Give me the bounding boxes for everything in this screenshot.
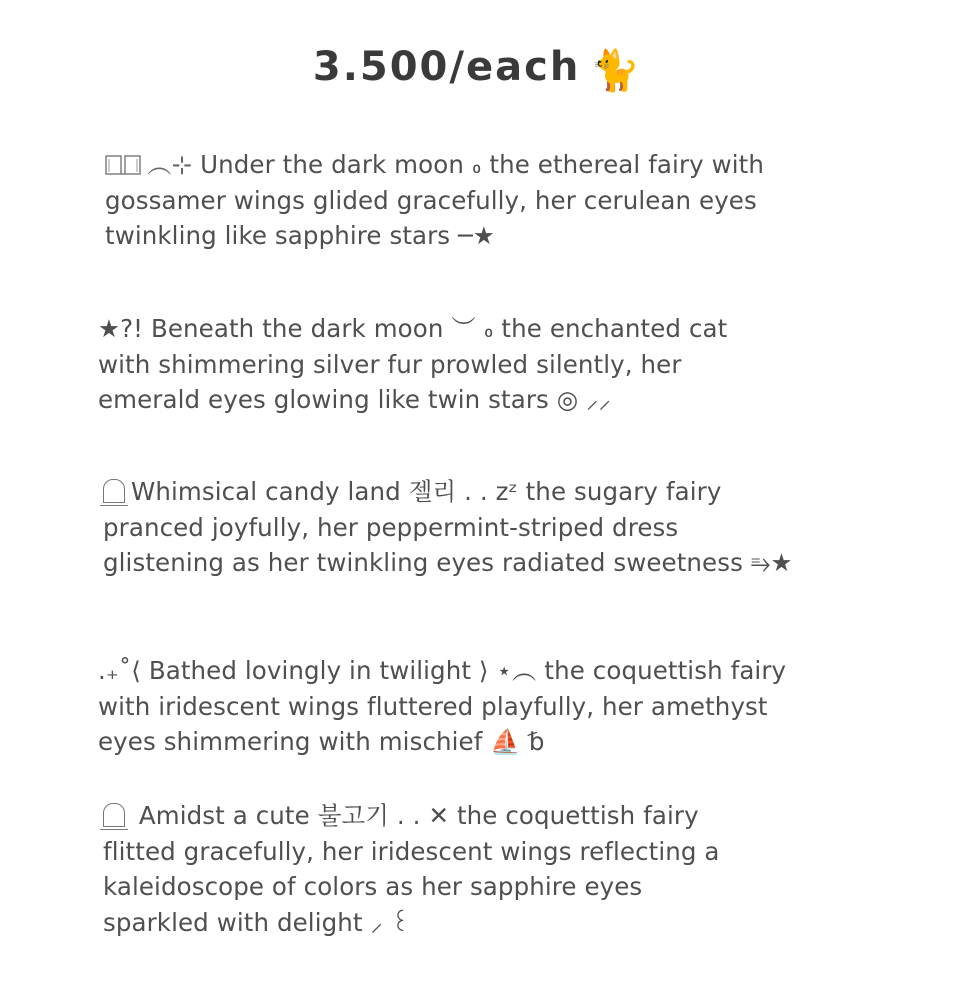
paragraph-4 xyxy=(98,653,786,760)
arch-window-icon xyxy=(103,479,125,503)
open-book-icon xyxy=(105,154,141,176)
paragraph-5-line-1: Amidst a cute 불고기 . . ✕ the coquettish fairy xyxy=(103,798,720,834)
paragraph-4-line-2: with iridescent wings fluttered playfully, her amethyst xyxy=(98,691,768,721)
arch-window-icon xyxy=(103,803,125,827)
paragraph-2 xyxy=(98,311,727,418)
paragraph-4-line-1: .₊˚⟨ Bathed lovingly in twilight ⟩ ⋆︵ the coquettish fairy xyxy=(98,656,787,685)
paragraph-4-line-3: eyes shimmering with mischief ⛵ ␢ xyxy=(98,727,545,756)
paragraph-3-line-2: pranced joyfully, her peppermint-striped dress xyxy=(103,512,679,542)
paragraph-1 xyxy=(105,147,764,254)
paragraph-2-line-1: ★?! Beneath the dark moon ︶ ៰ the enchanted cat xyxy=(98,314,728,343)
paragraph-1-line-3: twinkling like sapphire stars ─★ xyxy=(105,221,495,250)
paragraph-1-line-2: gossamer wings glided gracefully, her cerulean eyes xyxy=(105,185,757,215)
paragraph-5 xyxy=(103,798,720,940)
page-title xyxy=(0,44,955,94)
paragraph-3-line-3: glistening as her twinkling eyes radiated sweetness ⥱★ xyxy=(103,548,793,577)
paragraph-1-line-1: ︵⊹ Under the dark moon ៰ the ethereal fairy with xyxy=(105,147,764,183)
paragraph-5-line-2: flitted gracefully, her iridescent wings reflecting a xyxy=(103,836,720,866)
cat-icon: 🐈 xyxy=(590,48,643,94)
paragraph-5-line-4: sparkled with delight ⸝ ꒰ xyxy=(103,907,410,937)
paragraph-3-line-1: Whimsical candy land 젤리 . . zᶻ the sugary fairy xyxy=(103,474,793,510)
paragraph-1-deco: ︵⊹ xyxy=(147,150,193,179)
paragraph-2-line-2: with shimmering silver fur prowled silently, her xyxy=(98,349,682,379)
paragraph-2-line-3: emerald eyes glowing like twin stars ◎ ⸝⸝ xyxy=(98,385,611,414)
paragraph-5-line-3: kaleidoscope of colors as her sapphire eyes xyxy=(103,872,643,901)
price-text: 3.500/each xyxy=(312,44,581,90)
paragraph-3 xyxy=(103,474,793,581)
